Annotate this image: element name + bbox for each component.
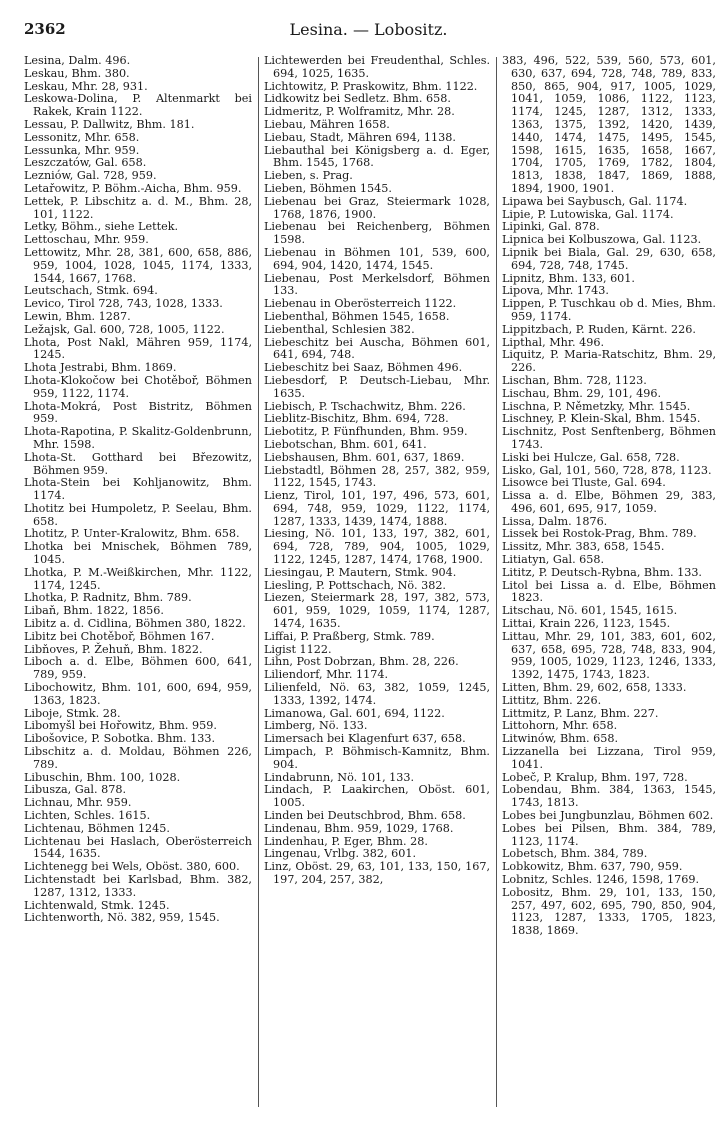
index-entry: Lettek, P. Libschitz a. d. M., Bhm. 28, 101, 1122. (24, 194, 252, 221)
index-entry: Lipie, P. Lutowiska, Gal. 1174. (502, 207, 674, 221)
page-header (24, 20, 713, 50)
index-entry: Lobes bei Jungbunzlau, Böhmen 602. (502, 809, 714, 823)
index-entry: Liebotschan, Bhm. 601, 641. (264, 437, 427, 451)
index-entry: Litten, Bhm. 29, 602, 658, 1333. (502, 681, 687, 695)
page-number: 2362 (24, 20, 66, 38)
index-entry: Lhotitz, P. Unter-Kralowitz, Bhm. 658. (24, 527, 240, 541)
index-entry: Lhota-St. Gotthard bei Březowitz, Böhmen 959. (24, 450, 252, 477)
index-entry: Lhota Jestrabi, Bhm. 1869. (24, 361, 177, 375)
index-entry: Lobositz, Bhm. 29, 101, 133, 150, 257, 497, 602, 695, 790, 850, 904, 1123, 1287, 1333, 1705, 1823, 1838, 1869. (502, 885, 716, 938)
index-entry: Levico, Tirol 728, 743, 1028, 1333. (24, 297, 223, 311)
index-entry: Liebenau, Post Merkelsdorf, Böhmen 133. (264, 271, 490, 298)
index-entry: Leszczatów, Gal. 658. (24, 156, 147, 170)
index-entry: Limersach bei Klagenfurt 637, 658. (264, 732, 466, 746)
index-entry: Lichtenegg bei Wels, Oböst. 380, 600. (24, 860, 240, 874)
index-entry: Litiatyn, Gal. 658. (502, 553, 605, 567)
index-entry: Lissek bei Rostok-Prag, Bhm. 789. (502, 527, 697, 541)
index-entry: Lichtenwald, Stmk. 1245. (24, 898, 170, 912)
index-entry: Liboch a. d. Elbe, Böhmen 600, 641, 789, 959. (24, 655, 252, 682)
index-entry: Leskau, Bhm. 380. (24, 66, 130, 80)
index-entry: Lipawa bei Saybusch, Gal. 1174. (502, 194, 688, 208)
index-entry: Lipova, Mhr. 1743. (502, 284, 609, 298)
index-entry: Lisko, Gal, 101, 560, 728, 878, 1123. (502, 463, 712, 477)
index-entry: Lizzanella bei Lizzana, Tirol 959, 1041. (502, 745, 716, 771)
index-entry: Lindenau, Bhm. 959, 1029, 1768. (264, 821, 454, 835)
column-middle (264, 55, 490, 1115)
index-entry: Leskowa-Dolina, P. Altenmarkt bei Rakek, Krain 1122. (24, 92, 252, 119)
index-entry: Libomyšl bei Hořowitz, Bhm. 959. (24, 719, 217, 733)
index-entry: Lidmeritz, P. Wolframitz, Mhr. 28. (264, 105, 455, 119)
index-entry: Lichtewerden bei Freudenthal, Schles. 694, 1025, 1635. (264, 55, 490, 80)
index-entry: Lidkowitz bei Sedletz. Bhm. 658. (264, 92, 451, 106)
index-entry: Lipnica bei Kolbuszowa, Gal. 1123. (502, 233, 702, 247)
index-entry: Lissa a. d. Elbe, Böhmen 29, 383, 496, 601, 695, 917, 1059. (502, 489, 716, 515)
index-entry: Lissa, Dalm. 1876. (502, 514, 608, 528)
index-entry: Lissitz, Mhr. 383, 658, 1545. (502, 540, 665, 554)
index-entry: Lhotka, P. M.-Weißkirchen, Mhr. 1122, 1174, 1245. (24, 565, 252, 592)
index-entry: Lischna, P. Němetzky, Mhr. 1545. (502, 399, 691, 413)
index-entry: Liebenau bei Reichenberg, Böhmen 1598. (264, 220, 490, 247)
index-entry: Liesling, P. Pottschach, Nö. 382. (264, 578, 446, 592)
index-entry: Lhotitz bei Humpoletz, P. Seelau, Bhm. 658. (24, 501, 252, 528)
index-entry: Lichtenworth, Nö. 382, 959, 1545. (24, 911, 220, 925)
index-entry: Lipinki, Gal. 878. (502, 220, 600, 234)
index-entry: Liebenau in Böhmen 101, 539, 600, 694, 904, 1420, 1474, 1545. (264, 245, 490, 272)
index-entry: Lihn, Post Dobrzan, Bhm. 28, 226. (264, 655, 459, 669)
index-entry: Liebau, Stadt, Mähren 694, 1138. (264, 130, 456, 144)
index-entry: Lischnitz, Post Senftenberg, Böhmen 1743. (502, 425, 716, 451)
index-entry: Libňoves, P. Žehuň, Bhm. 1822. (24, 642, 203, 656)
index-entry: Liesingau, P. Mautern, Stmk. 904. (264, 565, 457, 579)
index-entry: Lippen, P. Tuschkau ob d. Mies, Bhm. 959, 1174. (502, 297, 716, 323)
index-entry: Linz, Oböst. 29, 63, 101, 133, 150, 167, 197, 204, 257, 382, (264, 860, 490, 886)
index-entry: Linden bei Deutschbrod, Bhm. 658. (264, 809, 466, 823)
index-entry: Lobes bei Pilsen, Bhm. 384, 789, 1123, 1174. (502, 821, 716, 848)
index-entry: Lhotka, P. Radnitz, Bhm. 789. (24, 591, 192, 605)
index-entry: Lindenhau, P. Eger, Bhm. 28. (264, 834, 428, 848)
column-divider (496, 57, 497, 1107)
index-entry: Lhota, Post Nakl, Mähren 959, 1174, 1245. (24, 335, 252, 362)
index-entry: Lisowce bei Tluste, Gal. 694. (502, 476, 666, 490)
index-entry: Leskau, Mhr. 28, 931. (24, 79, 148, 93)
index-entry: Lichnau, Mhr. 959. (24, 796, 132, 810)
index-entry: Littau, Mhr. 29, 101, 383, 601, 602, 637, 658, 695, 728, 748, 833, 904, 959, 1005, 1029, 1123, 1246, 1333, 1392, 1475, 1743, 1823. (502, 629, 716, 682)
index-entry: Libochowitz, Bhm. 101, 600, 694, 959, 1363, 1823. (24, 681, 252, 707)
index-entry: Lipthal, Mhr. 496. (502, 335, 605, 349)
index-entry: Lobendau, Bhm. 384, 1363, 1545, 1743, 1813. (502, 783, 716, 810)
index-entry: Litol bei Lissa a. d. Elbe, Böhmen 1823. (502, 578, 716, 605)
index-entry: Lititz, P. Deutsch-Rybna, Bhm. 133. (502, 565, 702, 579)
index-entry: Liliendorf, Mhr. 1174. (264, 668, 389, 682)
index-entry: Lobnitz, Schles. 1246, 1598, 1769. (502, 873, 699, 886)
index-entry: Liebisch, P. Tschachwitz, Bhm. 226. (264, 399, 466, 413)
index-entry: Lhotka bei Mnischek, Böhmen 789, 1045. (24, 540, 252, 567)
index-entry: Liesing, Nö. 101, 133, 197, 382, 601, 694, 728, 789, 904, 1005, 1029, 1122, 1245, 1287, 1474, 1768, 1900. (264, 527, 490, 567)
index-entry: Lichtenau bei Haslach, Oberösterreich 1544, 1635. (24, 834, 252, 861)
index-entry: Lettowitz, Mhr. 28, 381, 600, 658, 886, 959, 1004, 1028, 1045, 1174, 1333, 1544, 1667, 1768. (24, 245, 252, 285)
index-entry: Libuschin, Bhm. 100, 1028. (24, 770, 181, 784)
column-right (502, 55, 716, 1115)
index-entry: Lipnik bei Biala, Gal. 29, 630, 658, 694, 728, 748, 1745. (502, 245, 716, 272)
index-entry: Lipnitz, Bhm. 133, 601. (502, 271, 635, 285)
index-entry: Liebeschitz bei Auscha, Böhmen 601, 641, 694, 748. (264, 335, 490, 362)
index-columns (24, 55, 716, 1115)
index-entry: Libitz a. d. Cidlina, Böhmen 380, 1822. (24, 617, 246, 631)
index-entry: Limberg, Nö. 133. (264, 719, 368, 733)
index-entry: Lichtenstadt bei Karlsbad, Bhm. 382, 1287, 1312, 1333. (24, 873, 252, 899)
index-entry: Leutschach, Stmk. 694. (24, 284, 158, 298)
index-entry: Littmitz, P. Lanz, Bhm. 227. (502, 706, 659, 720)
index-entry: Ležajsk, Gal. 600, 728, 1005, 1122. (24, 322, 225, 336)
index-entry: Liebenau in Oberösterreich 1122. (264, 297, 457, 311)
index-entry: Libschitz a. d. Moldau, Böhmen 226, 789. (24, 745, 252, 771)
index-entry: Lingenau, Vrlbg. 382, 601. (264, 847, 417, 861)
index-entry: Libitz bei Chotěboř, Böhmen 167. (24, 629, 215, 643)
index-entry: Liebeschitz bei Saaz, Böhmen 496. (264, 361, 463, 375)
index-entry: Libaň, Bhm. 1822, 1856. (24, 604, 164, 618)
index-entry: Lichten, Schles. 1615. (24, 809, 151, 823)
index-entry: Lessau, P. Dallwitz, Bhm. 181. (24, 117, 195, 131)
index-entry: Liebotitz, P. Fünfhunden, Bhm. 959. (264, 425, 468, 439)
index-entry: 383, 496, 522, 539, 560, 573, 601, 630, 637, 694, 728, 748, 789, 833, 850, 865, 904, 917, 1005, 1029, 1041, 1059, 1086, 1122, 1123, 1174, 1245, 1287, 1312, 1333, 1363, 1375, 1392, 1420, 1439, 1440, 1474, 1475, 1495, 1545, 1598, 1615, 1635, 1658, 1667, 1704, 1705, 1769, 1782, 1804, 1813, 1838, 1847, 1869, 1888, 1894, 1900, 1901. (502, 55, 716, 195)
index-entry: Lessonitz, Mhr. 658. (24, 130, 140, 144)
index-entry: Lieblitz-Bischitz, Bhm. 694, 728. (264, 412, 449, 426)
column-left (24, 55, 252, 1115)
index-entry: Lewin, Bhm. 1287. (24, 309, 131, 323)
index-entry: Lhota-Stein bei Kohljanowitz, Bhm. 1174. (24, 476, 252, 503)
index-entry: Lhota-Klokočow bei Chotěboř, Böhmen 959, 1122, 1174. (24, 373, 252, 400)
index-entry: Liezen, Steiermark 28, 197, 382, 573, 601, 959, 1029, 1059, 1174, 1287, 1474, 1635. (264, 591, 490, 631)
index-entry: Lischney, P. Klein-Skal, Bhm. 1545. (502, 412, 701, 426)
index-entry: Letařowitz, P. Böhm.-Aicha, Bhm. 959. (24, 181, 242, 195)
index-entry: Litschau, Nö. 601, 1545, 1615. (502, 604, 678, 618)
index-entry: Liboje, Stmk. 28. (24, 706, 121, 720)
index-entry: Lobeč, P. Kralup, Bhm. 197, 728. (502, 770, 688, 784)
index-entry: Limanowa, Gal. 601, 694, 1122. (264, 706, 445, 720)
index-entry: Lichtowitz, P. Praskowitz, Bhm. 1122. (264, 79, 478, 93)
index-entry: Lesina, Dalm. 496. (24, 55, 131, 67)
index-entry: Lischau, Bhm. 29, 101, 496. (502, 386, 662, 400)
index-entry: Lilienfeld, Nö. 63, 382, 1059, 1245, 1333, 1392, 1474. (264, 681, 490, 707)
index-entry: Littohorn, Mhr. 658. (502, 719, 618, 733)
index-entry: Lhota-Mokrá, Post Bistritz, Böhmen 959. (24, 399, 252, 426)
index-entry: Lieben, s. Prag. (264, 169, 353, 183)
column-divider (258, 57, 259, 1107)
index-entry: Liebenthal, Schlesien 382. (264, 322, 415, 336)
index-entry: Liebau, Mähren 1658. (264, 117, 390, 131)
index-entry: Lobkowitz, Bhm. 637, 790, 959. (502, 860, 683, 874)
index-entry: Liebshausen, Bhm. 601, 637, 1869. (264, 450, 465, 464)
index-entry: Lichtenau, Böhmen 1245. (24, 821, 170, 835)
index-entry: Liebenthal, Böhmen 1545, 1658. (264, 309, 450, 323)
index-entry: Lindabrunn, Nö. 101, 133. (264, 770, 415, 784)
index-entry: Lezniów, Gal. 728, 959. (24, 169, 157, 183)
index-entry: Lieben, Böhmen 1545. (264, 181, 392, 195)
index-entry: Lindach, P. Laakirchen, Oböst. 601, 1005. (264, 783, 490, 810)
index-entry: Lischan, Bhm. 728, 1123. (502, 373, 647, 387)
running-title: Lesina. — Lobositz. (289, 20, 448, 39)
index-entry: Ligist 1122. (264, 642, 332, 656)
index-entry: Lettoschau, Mhr. 959. (24, 233, 149, 247)
index-entry: Lobetsch, Bhm. 384, 789. (502, 847, 648, 861)
index-entry: Lienz, Tirol, 101, 197, 496, 573, 601, 694, 748, 959, 1029, 1122, 1174, 1287, 1333, 1439, 1474, 1888. (264, 489, 490, 528)
index-entry: Lessunka, Mhr. 959. (24, 143, 140, 157)
index-entry: Litwinów, Bhm. 658. (502, 732, 619, 746)
index-entry: Liebesdorf, P. Deutsch-Liebau, Mhr. 1635. (264, 373, 490, 400)
index-entry: Liebenau bei Graz, Steiermark 1028, 1768, 1876, 1900. (264, 194, 490, 221)
index-entry: Littitz, Bhm. 226. (502, 693, 602, 707)
index-entry: Liffai, P. Praßberg, Stmk. 789. (264, 629, 435, 643)
index-entry: Limpach, P. Böhmisch-Kamnitz, Bhm. 904. (264, 745, 490, 771)
index-entry: Liebauthal bei Königsberg a. d. Eger, Bhm. 1545, 1768. (264, 143, 490, 170)
index-entry: Liebstadtl, Böhmen 28, 257, 382, 959, 1122, 1545, 1743. (264, 463, 490, 490)
index-entry: Littai, Krain 226, 1123, 1545. (502, 617, 671, 631)
index-entry: Letky, Böhm., siehe Lettek. (24, 220, 179, 234)
index-entry: Lhota-Rapotina, P. Skalitz-Goldenbrunn, Mhr. 1598. (24, 425, 252, 451)
index-entry: Libusza, Gal. 878. (24, 783, 126, 797)
index-entry: Lippitzbach, P. Ruden, Kärnt. 226. (502, 322, 696, 336)
index-entry: Libošovice, P. Sobotka. Bhm. 133. (24, 732, 216, 746)
index-entry: Liquitz, P. Maria-Ratschitz, Bhm. 29, 226. (502, 348, 716, 375)
index-entry: Liski bei Hulcze, Gal. 658, 728. (502, 450, 680, 464)
